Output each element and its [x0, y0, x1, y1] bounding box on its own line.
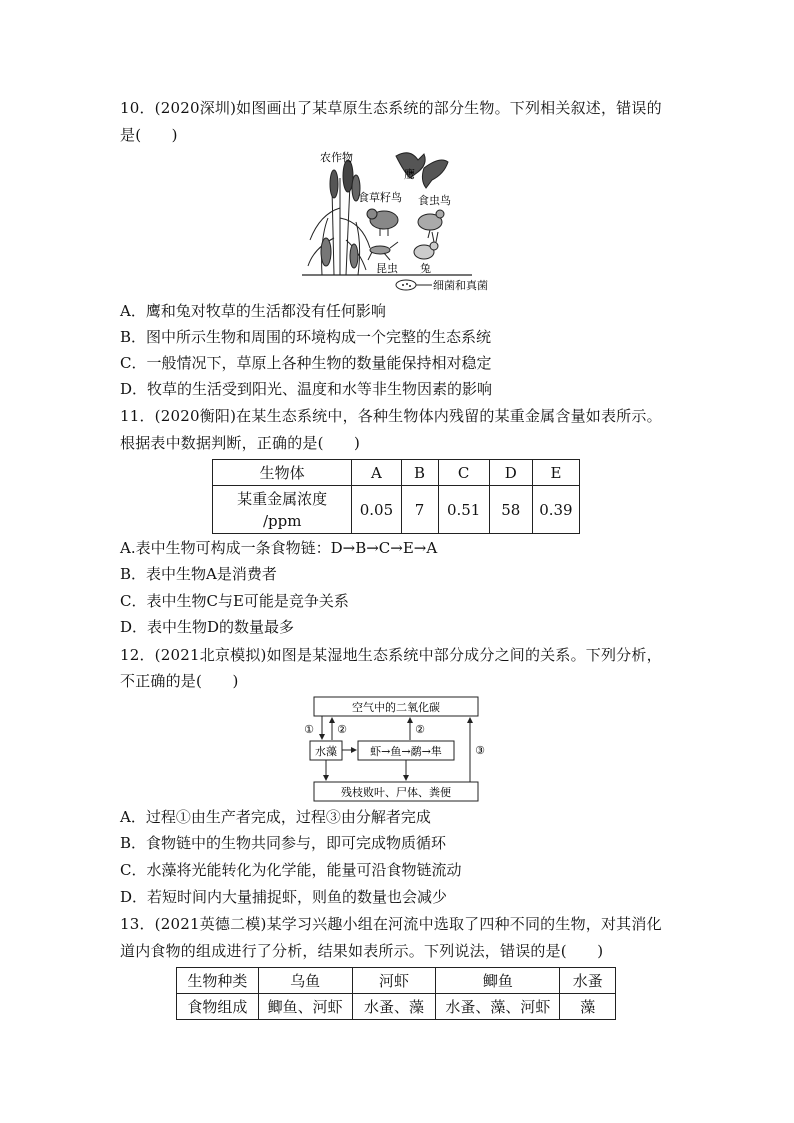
number-1: ①: [304, 723, 314, 736]
q10-stem-line2: 是( ): [120, 126, 178, 144]
table-cell: B: [401, 460, 438, 486]
q10-option-c: C．一般情况下，草原上各种生物的数量能保持相对稳定: [120, 354, 492, 372]
number-2-left: ②: [337, 723, 347, 736]
table-cell: 0.39: [532, 486, 579, 534]
algae-label: 水藻: [315, 745, 337, 758]
number-2-right: ②: [415, 723, 425, 736]
detritus-label: 残枝败叶、尸体、粪便: [341, 786, 451, 799]
table-cell: 7: [401, 486, 438, 534]
q11-option-a: A.表中生物可构成一条食物链：D→B→C→E→A: [120, 539, 438, 557]
table-cell: 乌鱼: [258, 968, 352, 994]
table-cell: 生物体: [213, 460, 352, 486]
q12-option-d: D．若短时间内大量捕捉虾，则鱼的数量也会减少: [120, 888, 448, 906]
q11-stem-line1: 11．(2020衡阳)在某生态系统中，各种生物体内残留的某重金属含量如表所示。: [120, 407, 662, 425]
label-rabbit: 兔: [420, 262, 431, 275]
carbon-cycle-diagram: [300, 694, 500, 804]
q10-option-b: B．图中所示生物和周围的环境构成一个完整的生态系统: [120, 328, 492, 346]
q12-stem-line2: 不正确的是( ): [120, 672, 239, 690]
label-bacteria: 细菌和真菌: [433, 279, 488, 292]
bacteria-ellipse: [396, 280, 416, 290]
co2-label: 空气中的二氧化碳: [352, 701, 440, 714]
q10-option-d: D．牧草的生活受到阳光、温度和水等非生物因素的影响: [120, 380, 493, 398]
label-insect: 昆虫: [376, 262, 398, 275]
q11-option-b: B．表中生物A是消费者: [120, 565, 277, 583]
q11-option-c: C．表中生物C与E可能是竞争关系: [120, 592, 349, 610]
label-seed-bird: 食草籽鸟: [358, 191, 402, 204]
q12-option-c: C．水藻将光能转化为化学能，能量可沿食物链流动: [120, 861, 462, 879]
number-3: ③: [475, 744, 485, 757]
crop-plant-illustration: [308, 160, 370, 275]
q13-data-table: [176, 967, 616, 1020]
insect-eating-bird-illustration: [418, 210, 444, 238]
table-cell: 河虾: [352, 968, 436, 994]
q10-option-a: A．鹰和兔对牧草的生活都没有任何影响: [120, 302, 386, 320]
table-cell: 生物种类: [177, 968, 259, 994]
q11-data-table: [212, 459, 580, 534]
q11-stem-line2: 根据表中数据判断，正确的是( ): [120, 434, 361, 452]
table-row-label: [213, 486, 352, 534]
table-header-row: [213, 460, 580, 486]
table-cell: E: [532, 460, 579, 486]
table-cell: 0.05: [352, 486, 401, 534]
q11-option-d: D．表中生物D的数量最多: [120, 618, 295, 636]
table-cell: A: [352, 460, 401, 486]
table-cell: 鲫鱼、河虾: [258, 994, 352, 1020]
label-crop: 农作物: [320, 151, 353, 164]
table-cell: D: [489, 460, 532, 486]
rabbit-illustration: [414, 232, 438, 259]
food-chain-label: 虾→鱼→鹬→隼: [370, 745, 442, 758]
table-cell: 0.51: [438, 486, 489, 534]
table-header-row: [177, 968, 616, 994]
q12-stem-line1: 12．(2021北京模拟)如图是某湿地生态系统中部分成分之间的关系。下列分析，: [120, 646, 662, 664]
table-cell: 鲫鱼: [436, 968, 560, 994]
table-row-label: 食物组成: [177, 994, 259, 1020]
table-cell: 水蚤: [560, 968, 616, 994]
label-eagle: 鹰: [404, 168, 415, 181]
insect-illustration: [368, 242, 398, 260]
row-label-line1: 某重金属浓度: [237, 489, 328, 508]
row-label-line2: /ppm: [262, 511, 302, 530]
seed-eating-bird-illustration: [367, 209, 398, 236]
q13-stem-line2: 道内食物的组成进行了分析，结果如表所示。下列说法，错误的是( ): [120, 942, 604, 960]
table-cell: 水蚤、藻: [352, 994, 436, 1020]
q13-stem-line1: 13．(2021英德二模)某学习兴趣小组在河流中选取了四种不同的生物，对其消化: [120, 915, 662, 933]
table-cell: 藻: [560, 994, 616, 1020]
table-cell: 58: [489, 486, 532, 534]
table-row: [177, 994, 616, 1020]
q12-option-a: A．过程①由生产者完成，过程③由分解者完成: [120, 808, 431, 826]
table-row: [213, 486, 580, 534]
label-insect-bird: 食虫鸟: [418, 194, 451, 207]
q12-option-b: B．食物链中的生物共同参与，即可完成物质循环: [120, 834, 447, 852]
table-cell: C: [438, 460, 489, 486]
grassland-figure: [300, 148, 490, 294]
table-cell: 水蚤、藻、河虾: [436, 994, 560, 1020]
q10-stem-line1: 10．(2020深圳)如图画出了某草原生态系统的部分生物。下列相关叙述，错误的: [120, 99, 662, 117]
